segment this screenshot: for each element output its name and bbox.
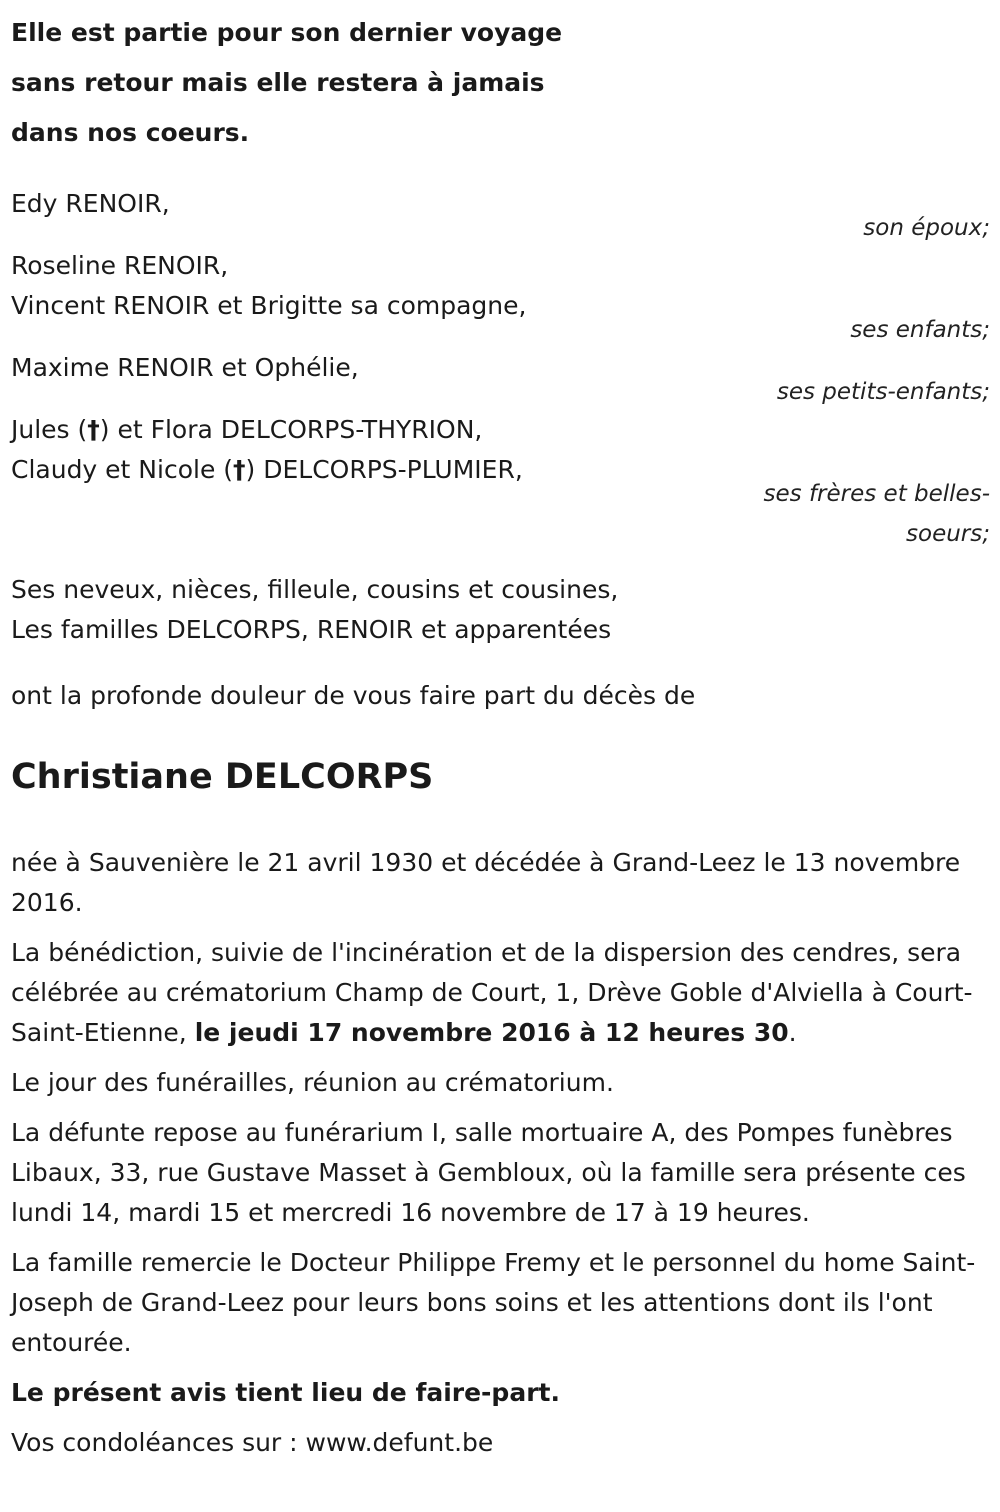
closing-notice: Le présent avis tient lieu de faire-part. — [11, 1378, 560, 1407]
family-member: Maxime RENOIR et Ophélie, — [11, 353, 359, 382]
epigraph-line: sans retour mais elle restera à jamais — [11, 68, 545, 97]
family-member: Jules (†) et Flora DELCORPS-THYRION, — [11, 415, 483, 444]
meeting-text: Le jour des funérailles, réunion au crématorium. — [11, 1068, 614, 1097]
thanks-text: La famille remercie le Docteur Philippe Fremy et le personnel du home Saint-Joseph de Grand-Leez pour leurs bons soins et les attentions dont ils l'ont entourée. — [11, 1248, 976, 1357]
family-member: Roseline RENOIR, — [11, 251, 229, 280]
relation-label: ses frères et belles- — [763, 481, 990, 507]
family-siblings — [11, 410, 990, 554]
family-spouse — [11, 184, 990, 248]
family-member: Ses neveux, nièces, filleule, cousins et cousines, — [11, 575, 619, 604]
birth-death-text: née à Sauvenière le 21 avril 1930 et décédée à Grand-Leez le 13 novembre 2016. — [11, 848, 961, 917]
epigraph — [11, 8, 562, 158]
family-member: Les familles DELCORPS, RENOIR et apparentées — [11, 615, 612, 644]
obituary-details — [11, 843, 990, 1473]
relation-label: ses enfants; — [850, 317, 990, 343]
family-list — [11, 184, 990, 650]
cross-icon: † — [233, 455, 246, 484]
rest-text: La défunte repose au funérarium I, salle mortuaire A, des Pompes funèbres Libaux, 33, rue Gustave Masset à Gembloux, où la famille sera présente ces lundi 14, mardi 15 et mercredi 16 novembre de 17 à 19 heures. — [11, 1118, 966, 1227]
family-member: Claudy et Nicole (†) DELCORPS-PLUMIER, — [11, 455, 523, 484]
relation-label: soeurs; — [906, 521, 990, 547]
ceremony-text: La bénédiction, suivie de l'incinération et de la dispersion des cendres, sera célébrée au crématorium Champ de Court, 1, Drève Goble d'Alviella à Court-Saint-Etienne, le jeudi 17 novembre 2016 à 12 heures 30. — [11, 938, 973, 1047]
epigraph-line: dans nos coeurs. — [11, 118, 250, 147]
relation-label: ses petits-enfants; — [776, 379, 990, 405]
ceremony-date: le jeudi 17 novembre 2016 à 12 heures 30 — [194, 1018, 789, 1047]
family-extended — [11, 570, 990, 650]
deceased-name: Christiane DELCORPS — [11, 757, 434, 797]
family-grandchildren — [11, 348, 990, 412]
cross-icon: † — [87, 415, 100, 444]
family-member: Edy RENOIR, — [11, 189, 170, 218]
epigraph-line: Elle est partie pour son dernier voyage — [11, 18, 563, 47]
family-member: Vincent RENOIR et Brigitte sa compagne, — [11, 291, 527, 320]
relation-label: son époux; — [863, 215, 990, 241]
condolences-link[interactable]: Vos condoléances sur : www.defunt.be — [11, 1428, 494, 1457]
family-children — [11, 246, 990, 350]
announcement-text: ont la profonde douleur de vous faire part du décès de — [11, 681, 696, 710]
